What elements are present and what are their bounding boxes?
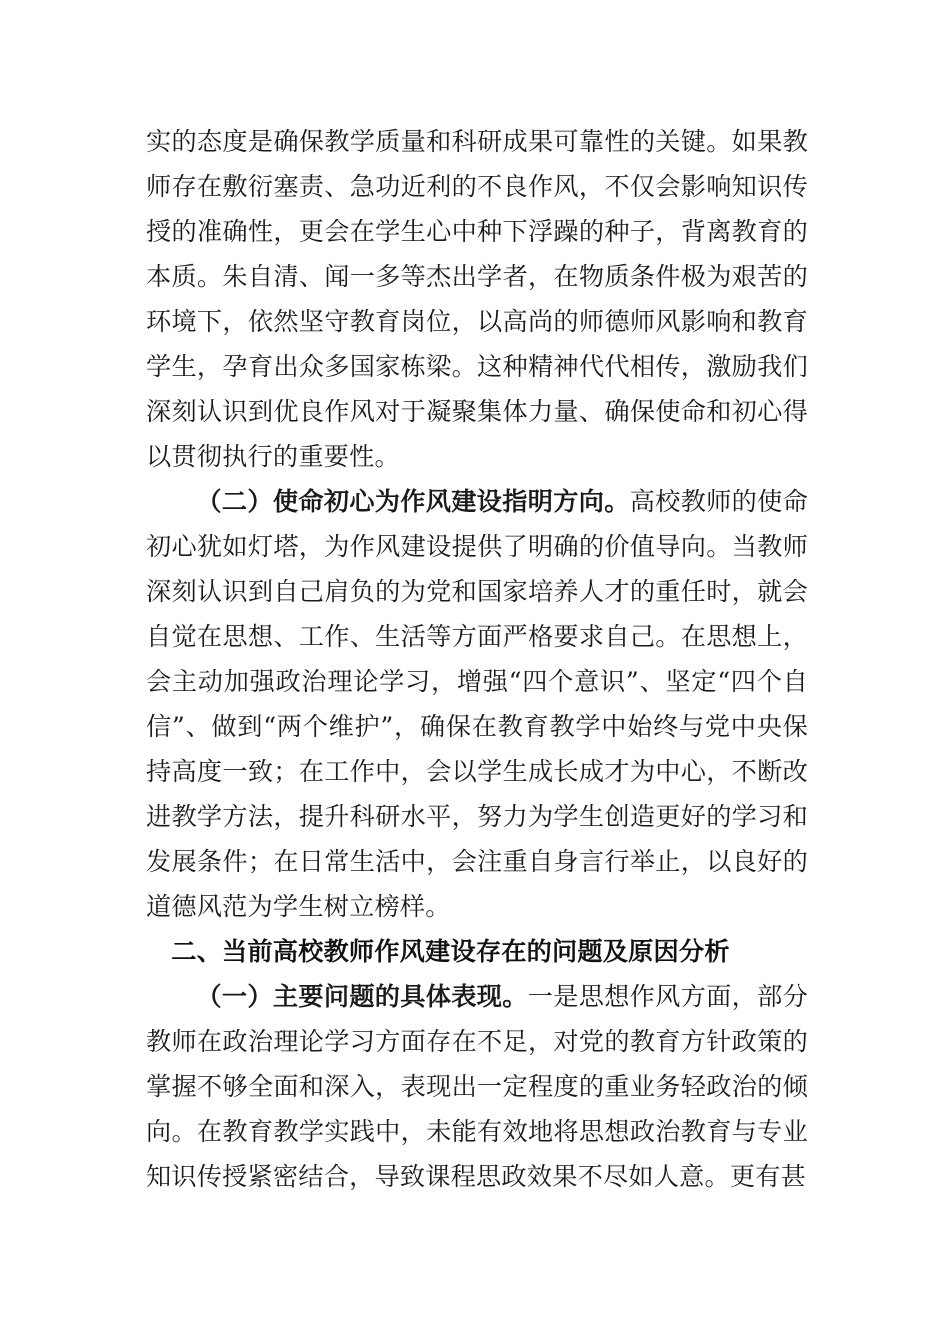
paragraph-text: 实的态度是确保教学质量和科研成果可靠性的关键。如果教师存在敷衍塞责、急功近利的不良作风，不仅会影响知识传授的准确性，更会在学生心中种下浮躁的种子，背离教育的本质。朱自清、闻一多等杰出学者，在物质条件极为艰苦的环境下，依然坚守教育岗位，以高尚的师德师风影响和教育学生，孕育出众多国家栋梁。这种精神代代相传，激励我们深刻认识到优良作风对于凝聚集体力量、确保使命和初心得以贯彻执行的重要性。 [146,127,808,471]
document-body [146,119,808,1199]
paragraph-text: 一是思想作风方面，部分教师在政治理论学习方面存在不足，对党的教育方针政策的掌握不够全面和深入，表现出一定程度的重业务轻政治的倾向。在教育教学实践中，未能有效地将思想政治教育与专业知识传授紧密结合，导致课程思政效果不尽如人意。更有甚 [146,982,808,1191]
paragraph-subheading: （二）使命初心为作风建设指明方向。 [196,486,630,516]
section-heading: 二、当前高校教师作风建设存在的问题及原因分析 [171,937,730,966]
paragraph-text: 高校教师的使命初心犹如灯塔，为作风建设提供了明确的价值导向。当教师深刻认识到自己肩负的为党和国家培养人才的重任时，就会自觉在思想、工作、生活等方面严格要求自己。在思想上，会主动加强政治理论学习，增强“四个意识”、坚定“四个自信”、做到“两个维护”，确保在教育教学中始终与党中央保持高度一致；在工作中，会以学生成长成才为中心，不断改进教学方法，提升科研水平，努力为学生创造更好的学习和发展条件；在日常生活中，会注重自身言行举止，以良好的道德风范为学生树立榜样。 [146,487,808,921]
paragraph-main-problems [146,974,808,1199]
paragraph-continuation [146,119,808,479]
paragraph-mission-direction [146,479,808,929]
paragraph-subheading: （一）主要问题的具体表现。 [196,981,528,1011]
